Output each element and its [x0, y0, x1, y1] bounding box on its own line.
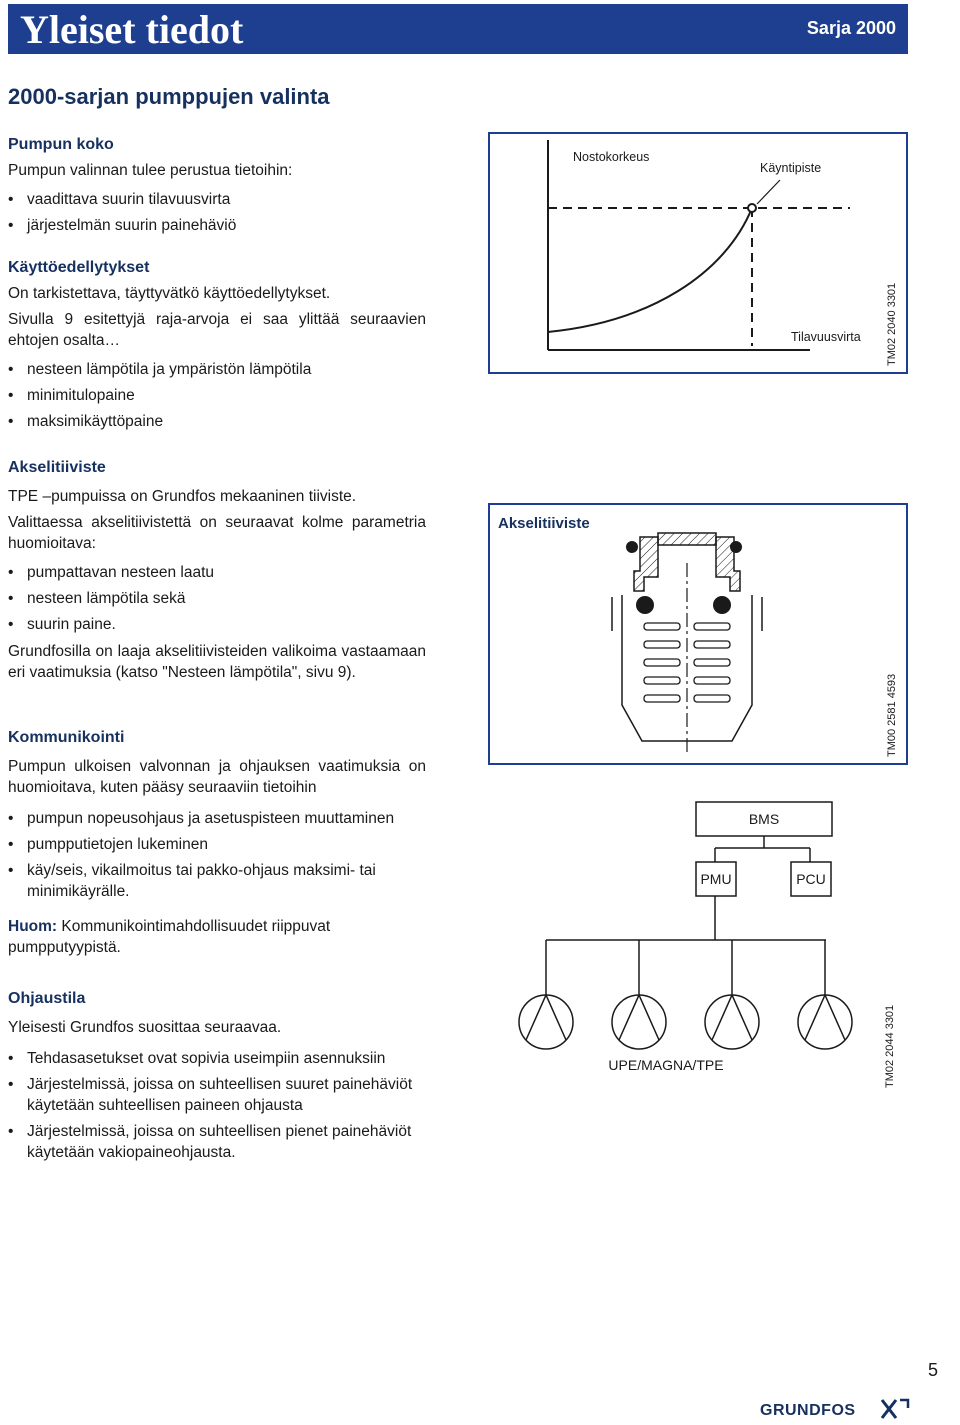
x-axis-label: Tilavuusvirta	[791, 330, 861, 344]
duty-point-leader	[757, 180, 780, 204]
pmu-label: PMU	[700, 871, 732, 887]
list-item: • Järjestelmissä, joissa on suhteellisen pienet painehäviöt käytetään vakiopaineohjausta.	[8, 1121, 426, 1163]
system-curve	[548, 208, 752, 332]
shaft-seal-diagram	[490, 505, 906, 763]
section-heading: Ohjaustila	[8, 990, 86, 1007]
note	[8, 916, 426, 958]
list-item: • nesteen lämpötila sekä	[8, 588, 426, 609]
section-operating-conditions	[8, 257, 426, 432]
list-item: • pumpun nopeusohjaus ja asetuspisteen muuttaminen	[8, 808, 426, 829]
figure-ref: TM02 2044 3301	[884, 1004, 896, 1088]
o-ring-right	[713, 596, 731, 614]
figure-network	[488, 790, 908, 1100]
pcu-label: PCU	[796, 871, 826, 887]
figure-title: Akselitiiviste	[498, 515, 590, 532]
paragraph: Grundfosilla on laaja akselitiivisteiden valikoima vastaamaan eri vaatimuksia (katso "Nesteen lämpötila", sivu 9).	[8, 643, 426, 681]
duty-point	[748, 204, 756, 212]
pump-symbols	[519, 940, 852, 1049]
section-heading: Kommunikointi	[8, 729, 125, 746]
list-item: • vaadittava suurin tilavuusvirta	[8, 189, 426, 210]
paragraph: Pumpun ulkoisen valvonnan ja ohjauksen vaatimuksia on huomioitava, kuten pääsy seuraaviin tietoihin	[8, 758, 426, 796]
list-item: • minimitulopaine	[8, 385, 426, 406]
section-heading: Akselitiiviste	[8, 459, 106, 476]
figure-ref: TM00 2581 4593	[886, 673, 898, 757]
bullet-list	[8, 808, 426, 902]
seal-pin-right	[730, 541, 742, 553]
list-item: • järjestelmän suurin painehäviö	[8, 215, 426, 236]
svg-text:GRUNDFOS: GRUNDFOS	[760, 1402, 856, 1419]
header-series: Sarja 2000	[806, 18, 896, 38]
pumps-label: UPE/MAGNA/TPE	[608, 1057, 724, 1073]
bms-label: BMS	[748, 811, 780, 827]
paragraph: TPE –pumpuissa on Grundfos mekaaninen tiiviste.	[8, 488, 357, 505]
bullet-list	[8, 359, 426, 432]
list-item: • maksimikäyttöpaine	[8, 411, 426, 432]
bullet-list	[8, 189, 426, 236]
grundfos-logo	[760, 1398, 910, 1420]
section-control-mode	[8, 988, 426, 1163]
network-diagram	[488, 790, 908, 1100]
section-shaft-seal	[8, 457, 426, 683]
y-axis-label: Nostokorkeus	[573, 150, 650, 164]
paragraph: Valittaessa akselitiivistettä on seuraavat kolme parametria huomioitava:	[8, 514, 426, 552]
grundfos-logo-mark	[760, 1398, 910, 1420]
note-label: Huom:	[8, 918, 58, 935]
list-item: • pumpputietojen lukeminen	[8, 834, 426, 855]
figure-shaft-seal	[488, 503, 908, 765]
list-item: • käy/seis, vikailmoitus tai pakko-ohjaus maksimi- tai minimikäyrälle.	[8, 860, 426, 902]
note-text: Kommunikointimahdollisuudet riippuvat pumpputyypistä.	[8, 918, 331, 956]
page-number: 5	[927, 1360, 938, 1380]
seal-pin-left	[626, 541, 638, 553]
header-title: Yleiset tiedot	[20, 7, 244, 52]
list-item: • nesteen lämpötila ja ympäristön lämpötila	[8, 359, 426, 380]
paragraph: Pumpun valinnan tulee perustua tietoihin:	[8, 162, 293, 179]
duty-point-label: Käyntipiste	[760, 161, 822, 175]
list-item: • pumpattavan nesteen laatu	[8, 562, 426, 583]
section-heading: Käyttöedellytykset	[8, 259, 150, 276]
list-item: • suurin paine.	[8, 614, 426, 635]
section-communication	[8, 727, 426, 958]
list-item: • Järjestelmissä, joissa on suhteellisen suuret painehäviöt käytetään suhteellisen paineen ohjausta	[8, 1074, 426, 1116]
paragraph: Yleisesti Grundfos suosittaa seuraavaa.	[8, 1019, 282, 1036]
list-item: • Tehdasasetukset ovat sopivia useimpiin asennuksiin	[8, 1048, 426, 1069]
header-banner	[8, 4, 908, 54]
paragraph: On tarkistettava, täyttyvätkö käyttöedellytykset.	[8, 285, 331, 302]
section-pump-size	[8, 134, 426, 236]
pump-curve-diagram	[490, 134, 906, 372]
seal-top-cap	[658, 533, 716, 545]
section-heading: Pumpun koko	[8, 136, 114, 153]
bullet-list	[8, 562, 426, 635]
bullet-list	[8, 1048, 426, 1163]
page-title: 2000-sarjan pumppujen valinta	[8, 84, 330, 109]
figure-pump-curve	[488, 132, 908, 374]
paragraph: Sivulla 9 esitettyjä raja-arvoja ei saa ylittää seuraavien ehtojen osalta…	[8, 311, 426, 349]
o-ring-left	[636, 596, 654, 614]
figure-ref: TM02 2040 3301	[886, 282, 898, 366]
